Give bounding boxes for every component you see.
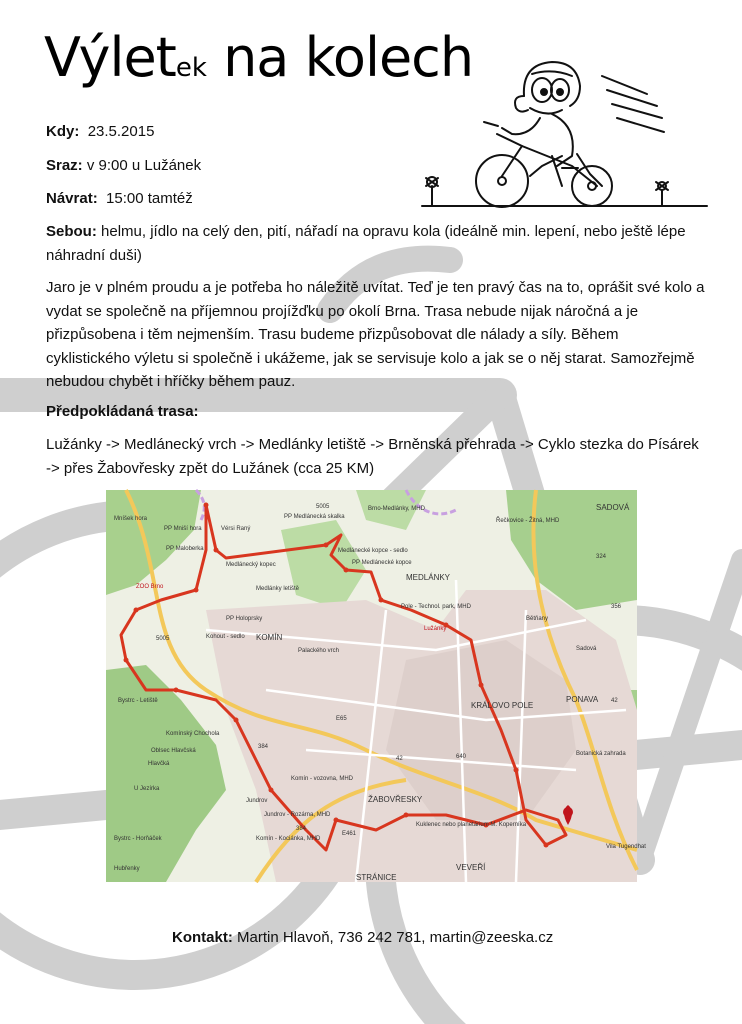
svg-text:Brno-Medlánky, MHD: Brno-Medlánky, MHD	[368, 506, 425, 512]
svg-text:ZOO Brno: ZOO Brno	[136, 584, 164, 590]
svg-text:Komínský Chochola: Komínský Chochola	[166, 731, 220, 737]
svg-text:Hlavčká: Hlavčká	[148, 761, 170, 767]
svg-text:Botanická zahrada: Botanická zahrada	[576, 751, 626, 757]
svg-text:Oblsec Hlavčská: Oblsec Hlavčská	[151, 748, 196, 754]
svg-text:Jundrov - Rozárna, MHD: Jundrov - Rozárna, MHD	[264, 812, 331, 818]
svg-text:42: 42	[396, 756, 403, 762]
svg-text:PP Medlánecká skalka: PP Medlánecká skalka	[284, 514, 345, 520]
svg-text:SADOVÁ: SADOVÁ	[596, 503, 630, 512]
svg-text:PONAVA: PONAVA	[566, 695, 599, 704]
svg-text:Bystrc - Letiště: Bystrc - Letiště	[118, 698, 158, 704]
svg-text:Vérsi Raný: Vérsi Raný	[221, 526, 251, 532]
date-line: Kdy: 23.5.2015	[46, 123, 155, 140]
svg-text:384: 384	[258, 744, 269, 750]
svg-text:42: 42	[611, 698, 618, 704]
svg-text:Kuklenec nebo planetárium M. K: Kuklenec nebo planetárium M. Koperníka	[416, 822, 527, 828]
svg-text:Medlánecký kopec: Medlánecký kopec	[226, 562, 276, 568]
route-text: Lužánky -> Medlánecký vrch -> Medlánky letiště -> Brněnská přehrada -> Cyklo stezka do Písárek -> přes Žabovřesky zpět do Lužánek (cca 25 KM)	[46, 436, 699, 477]
svg-text:Řečkovice - Žitná, MHD: Řečkovice - Žitná, MHD	[496, 518, 560, 524]
svg-text:Vila Tugendhat: Vila Tugendhat	[606, 844, 646, 850]
svg-text:Hubřenky: Hubřenky	[114, 866, 140, 872]
svg-text:Pole - Technol. park, MHD: Pole - Technol. park, MHD	[401, 604, 471, 610]
svg-text:5005: 5005	[316, 504, 330, 510]
bring-paragraph: Sebou: helmu, jídlo na celý den, pití, nářadí na opravu kola (ideálně min. lepení, nebo ještě lépe náhradní duši)	[46, 223, 686, 264]
svg-text:Jundrov: Jundrov	[246, 798, 268, 804]
svg-text:5005: 5005	[156, 636, 170, 642]
svg-text:Medlánky letiště: Medlánky letiště	[256, 586, 300, 592]
route-map[interactable]	[106, 490, 646, 882]
route-heading: Předpokládaná trasa:	[46, 403, 199, 420]
svg-text:Komín - Kociánka, MHD: Komín - Kociánka, MHD	[256, 836, 321, 842]
svg-text:U Jezírka: U Jezírka	[134, 786, 160, 792]
svg-text:324: 324	[596, 554, 607, 560]
svg-text:KRÁLOVO POLE: KRÁLOVO POLE	[471, 701, 534, 710]
svg-text:E461: E461	[342, 831, 357, 837]
svg-text:PP Maloberka: PP Maloberka	[166, 546, 204, 552]
svg-text:Komín - vozovna, MHD: Komín - vozovna, MHD	[291, 776, 354, 782]
svg-text:Kohout - sedlo: Kohout - sedlo	[206, 634, 245, 640]
intro-paragraph: Jaro je v plném proudu a je potřeba ho náležitě uvítat. Teď je ten pravý čas na to, oprášit své kolo a vydat se společně na příjemnou projížďku po okolí Brna. Trasa nebude nijak náročná a je přizpůsobena i těm nejmenším. Trasu budeme přizpůsobovat dle nálady a síly. Během cyklistického výletu si společně i ukážeme, jak se servisuje kolo a jak se o něj starat. Samozřejmě nebudou chybět i hříčky během pauz.	[46, 279, 705, 390]
svg-text:384: 384	[296, 826, 307, 832]
return-line: Návrat: 15:00 tamtéž	[46, 190, 193, 207]
contact-line: Kontakt: Martin Hlavoň, 736 242 781, martin@zeeska.cz	[172, 929, 554, 946]
svg-text:Bětňany: Bětňany	[526, 616, 549, 622]
svg-text:640: 640	[456, 754, 467, 760]
meet-line: Sraz: v 9:00 u Lužánek	[46, 157, 202, 174]
svg-text:PP Mniší hora: PP Mniší hora	[164, 526, 202, 532]
cyclist-cartoon	[412, 56, 712, 216]
svg-text:E65: E65	[336, 716, 347, 722]
svg-text:STRÁNICE: STRÁNICE	[356, 873, 397, 882]
page-title: Výletek na kolech	[44, 26, 474, 89]
svg-text:PP Medlánecké kopce: PP Medlánecké kopce	[352, 560, 412, 566]
svg-text:PP Holoprsky: PP Holoprsky	[226, 616, 263, 622]
svg-text:VEVEŘÍ: VEVEŘÍ	[456, 863, 486, 872]
svg-text:Palackého vrch: Palackého vrch	[298, 648, 340, 654]
svg-text:KOMÍN: KOMÍN	[256, 633, 283, 642]
svg-text:Mníšek hora: Mníšek hora	[114, 516, 148, 522]
svg-text:MEDLÁNKY: MEDLÁNKY	[406, 573, 451, 582]
svg-text:Bystrc - Horňáček: Bystrc - Horňáček	[114, 836, 162, 842]
svg-text:Lužánky: Lužánky	[424, 626, 447, 632]
svg-text:356: 356	[611, 604, 622, 610]
svg-text:ŽABOVŘESKY: ŽABOVŘESKY	[368, 795, 423, 804]
svg-text:Medlánecké kopce - sedlo: Medlánecké kopce - sedlo	[338, 548, 408, 554]
svg-text:Sadová: Sadová	[576, 646, 597, 652]
